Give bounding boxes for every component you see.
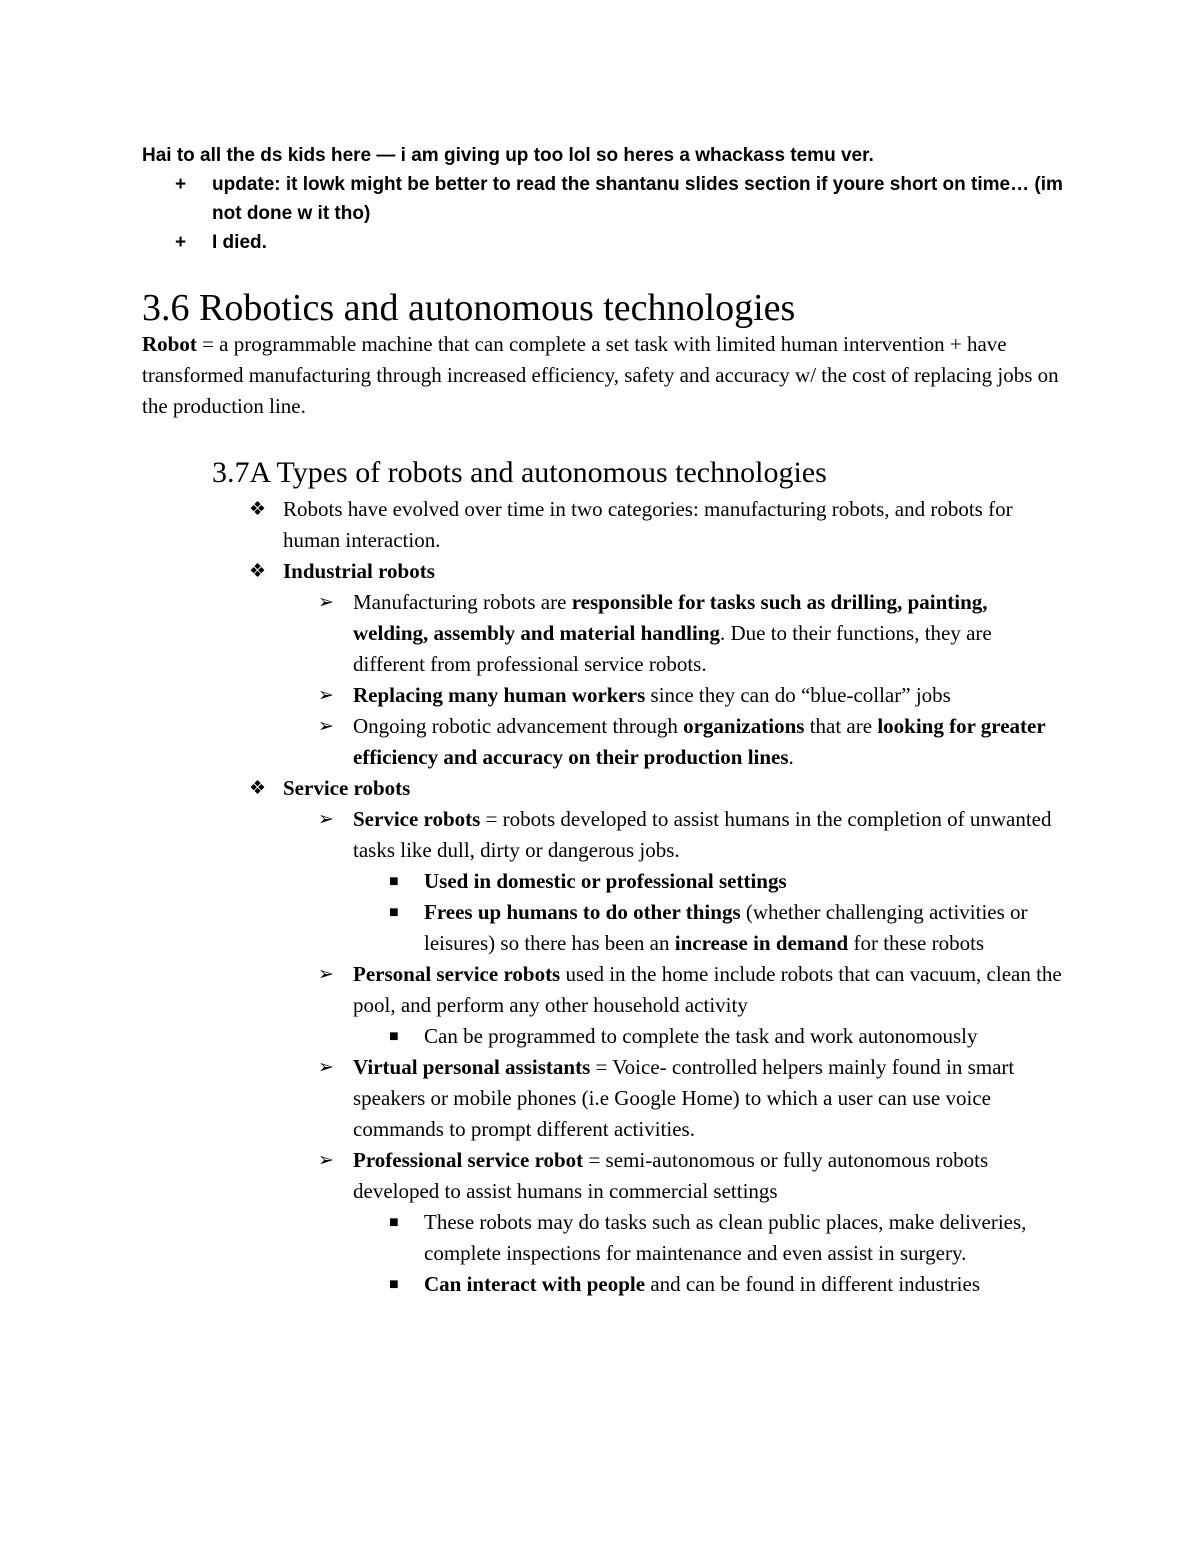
list-item	[0, 1207, 1064, 1269]
square-bullet-icon: ■	[389, 1276, 399, 1293]
emphasis-text: Professional service robot	[353, 1148, 584, 1172]
list-item-text: = semi-autonomous or fully autonomous robots developed to assist humans in commercial settings	[353, 1148, 989, 1203]
list-item-text: = Voice- controlled helpers mainly found in smart speakers or mobile phones (i.e Google Home) to which a user can use voice commands to prompt different activities.	[353, 1055, 1015, 1141]
list-item-text: = robots developed to assist humans in the completion of unwanted tasks like dull, dirty or dangerous jobs.	[353, 807, 1052, 862]
emphasis-text: responsible for tasks such as drilling, painting, welding, assembly and material handling	[353, 590, 988, 645]
list-item-text: used in the home include robots that can vacuum, clean the pool, and perform any other household activity	[353, 962, 1062, 1017]
emphasis-text: Service robots	[353, 807, 481, 831]
arrow-bullet-icon: ➢	[318, 1150, 334, 1171]
emphasis-text: Virtual personal assistants	[353, 1055, 591, 1079]
arrow-bullet-icon: ➢	[318, 685, 334, 706]
list-item-text: that are	[804, 714, 878, 738]
emphasis-text: Frees up humans to do other things	[424, 900, 741, 924]
arrow-bullet-icon: ➢	[318, 592, 334, 613]
list-item-text: Robots have evolved over time in two categories: manufacturing robots, and robots for human interaction.	[283, 497, 1013, 552]
subsection-heading: 3.7A Types of robots and autonomous technologies	[212, 456, 827, 489]
arrow-bullet-icon: ➢	[318, 1057, 334, 1078]
arrow-bullet-icon: ➢	[318, 716, 334, 737]
list-item	[0, 1052, 1063, 1145]
intro-note	[142, 141, 1082, 257]
emphasis-text: Replacing many human workers	[353, 683, 646, 707]
square-bullet-icon: ■	[389, 904, 399, 921]
section-heading: 3.6 Robotics and autonomous technologies	[142, 287, 796, 329]
diamond-bullet-icon: ❖	[249, 561, 267, 582]
list-item	[0, 866, 1064, 897]
industrial-robots-heading: Industrial robots	[283, 559, 435, 583]
robot-term: Robot	[142, 332, 197, 356]
emphasis-text: increase in demand	[674, 931, 849, 955]
list-item	[0, 959, 1063, 1021]
list-item	[0, 1269, 1064, 1300]
list-item	[0, 1021, 1064, 1052]
list-item	[0, 680, 1063, 711]
emphasis-text: Used in domestic or professional settings	[424, 869, 787, 893]
arrow-bullet-icon: ➢	[318, 809, 334, 830]
list-item	[0, 773, 1063, 804]
list-item-text: and can be found in different industries	[645, 1272, 981, 1296]
list-item	[0, 587, 1063, 680]
service-robots-heading: Service robots	[283, 776, 411, 800]
plus-bullet-icon: +	[175, 174, 187, 195]
list-item-text: (whether challenging activities or leisures) so there has been an	[424, 900, 1028, 955]
intro-bullet	[142, 170, 1082, 228]
robot-definition-text: = a programmable machine that can complete a set task with limited human intervention + have transformed manufacturing through increased efficiency, safety and accuracy w/ the cost of replacing jobs on the production line.	[142, 332, 1059, 418]
list-item-text: since they can do “blue-collar” jobs	[645, 683, 951, 707]
diamond-bullet-icon: ❖	[249, 499, 267, 520]
list-item	[0, 711, 1063, 773]
list-item	[0, 897, 1064, 959]
intro-bullet	[142, 228, 1082, 257]
intro-line: Hai to all the ds kids here — i am giving up too lol so heres a whackass temu ver.	[142, 145, 874, 166]
intro-bullet-text: update: it lowk might be better to read the shantanu slides section if youre short on time… (im not done w it tho)	[212, 174, 1063, 224]
intro-bullet-list	[142, 170, 1082, 257]
square-bullet-icon: ■	[389, 873, 399, 890]
emphasis-text: organizations	[683, 714, 805, 738]
list-item	[0, 556, 1063, 587]
list-item	[0, 804, 1063, 866]
notes-body	[0, 494, 1200, 1300]
list-item-text: Ongoing robotic advancement through	[353, 714, 684, 738]
intro-bullet-text: I died.	[212, 232, 267, 253]
emphasis-text: looking for greater efficiency and accuracy on their production lines	[353, 714, 1046, 769]
plus-bullet-icon: +	[175, 232, 187, 253]
list-item-text: Manufacturing robots are	[353, 590, 572, 614]
list-item-text: Can be programmed to complete the task and work autonomously	[424, 1024, 978, 1048]
robot-definition	[142, 329, 1062, 422]
arrow-bullet-icon: ➢	[318, 964, 334, 985]
list-item-text: .	[788, 745, 794, 769]
square-bullet-icon: ■	[389, 1214, 399, 1231]
list-item-text: . Due to their functions, they are different from professional service robots.	[353, 621, 992, 676]
square-bullet-icon: ■	[389, 1028, 399, 1045]
emphasis-text: Personal service robots	[353, 962, 561, 986]
list-item	[0, 494, 1063, 556]
list-item-text: These robots may do tasks such as clean public places, make deliveries, complete inspections for maintenance and even assist in surgery.	[424, 1210, 1027, 1265]
emphasis-text: Can interact with people	[424, 1272, 646, 1296]
list-item	[0, 1145, 1063, 1207]
list-item-text: for these robots	[848, 931, 985, 955]
diamond-bullet-icon: ❖	[249, 778, 267, 799]
